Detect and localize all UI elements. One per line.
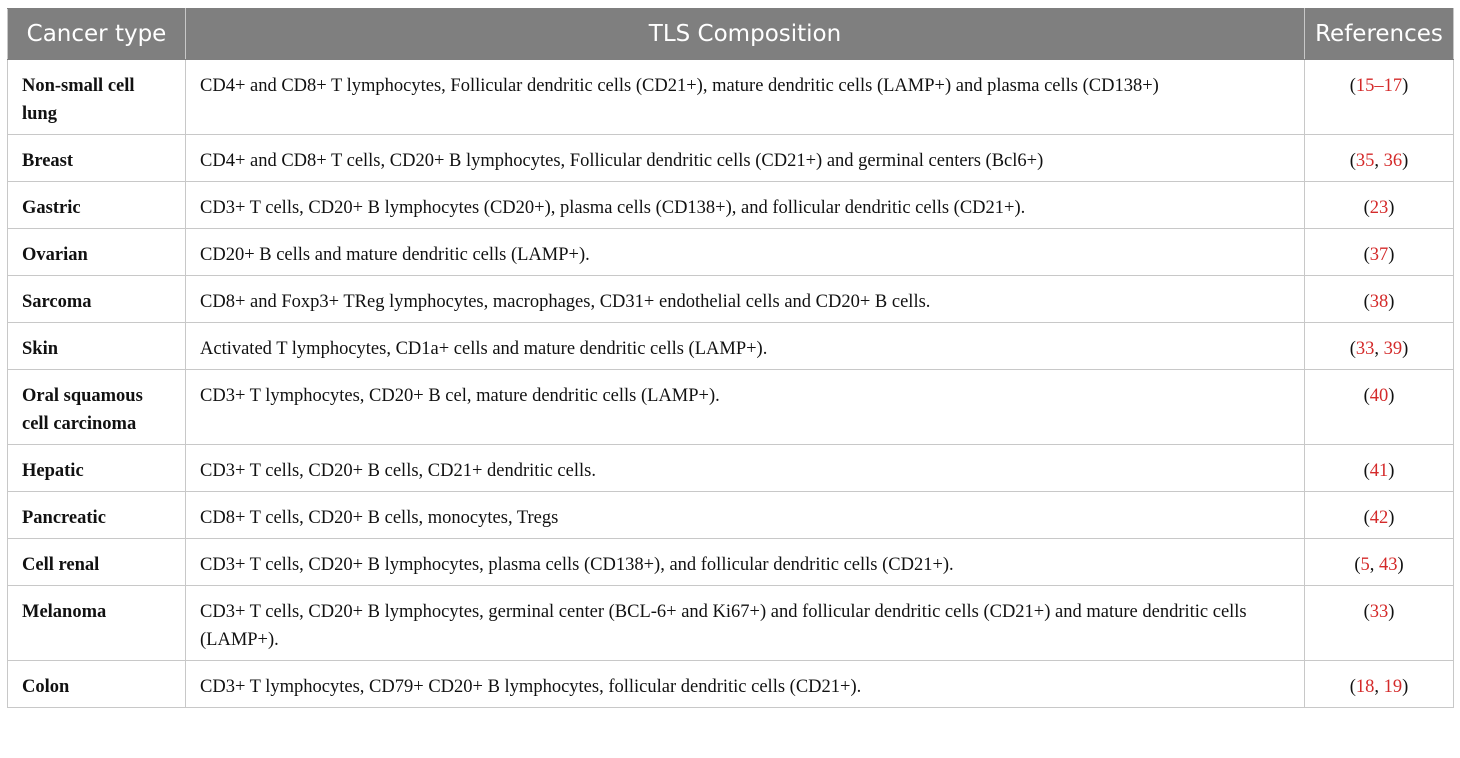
reference-link[interactable]: 40	[1369, 386, 1389, 406]
table-row	[8, 276, 1454, 323]
table-row	[8, 370, 1454, 445]
composition-cell: CD4+ and CD8+ T cells, CD20+ B lymphocytes, Follicular dendritic cells (CD21+) and germinal centers (Bcl6+)	[186, 135, 1305, 182]
cancer-type-cell: Sarcoma	[8, 276, 186, 323]
table-row	[8, 492, 1454, 539]
table-row	[8, 661, 1454, 708]
reference-link[interactable]: 36	[1383, 151, 1403, 171]
table-row	[8, 229, 1454, 276]
reference-link[interactable]: 42	[1369, 508, 1389, 528]
reference-link[interactable]: 19	[1383, 677, 1403, 697]
references-cell: (40)	[1305, 370, 1454, 445]
cancer-type-cell: Cell renal	[8, 539, 186, 586]
reference-link[interactable]: 41	[1369, 461, 1389, 481]
reference-link[interactable]: 38	[1369, 292, 1389, 312]
table-row	[8, 586, 1454, 661]
references-cell: (18, 19)	[1305, 661, 1454, 708]
reference-link[interactable]: 37	[1369, 245, 1389, 265]
references-cell: (33)	[1305, 586, 1454, 661]
reference-link[interactable]: 33	[1369, 602, 1389, 622]
composition-cell: CD3+ T cells, CD20+ B cells, CD21+ dendritic cells.	[186, 445, 1305, 492]
table-row	[8, 445, 1454, 492]
header-cancer-type: Cancer type	[8, 9, 186, 60]
cancer-type-cell: Skin	[8, 323, 186, 370]
composition-cell: CD3+ T lymphocytes, CD20+ B cel, mature dendritic cells (LAMP+).	[186, 370, 1305, 445]
references-cell: (23)	[1305, 182, 1454, 229]
composition-cell: CD3+ T lymphocytes, CD79+ CD20+ B lymphocytes, follicular dendritic cells (CD21+).	[186, 661, 1305, 708]
table-row	[8, 60, 1454, 135]
cancer-type-cell: Melanoma	[8, 586, 186, 661]
references-cell: (42)	[1305, 492, 1454, 539]
table-row	[8, 135, 1454, 182]
references-cell: (41)	[1305, 445, 1454, 492]
cancer-type-cell: Breast	[8, 135, 186, 182]
composition-cell: CD8+ and Foxp3+ TReg lymphocytes, macrophages, CD31+ endothelial cells and CD20+ B cells.	[186, 276, 1305, 323]
references-cell: (38)	[1305, 276, 1454, 323]
table-row	[8, 323, 1454, 370]
tls-composition-table-container	[7, 8, 1453, 708]
composition-cell: CD4+ and CD8+ T lymphocytes, Follicular dendritic cells (CD21+), mature dendritic cells (LAMP+) and plasma cells (CD138+)	[186, 60, 1305, 135]
composition-cell: CD3+ T cells, CD20+ B lymphocytes (CD20+), plasma cells (CD138+), and follicular dendritic cells (CD21+).	[186, 182, 1305, 229]
composition-cell: CD20+ B cells and mature dendritic cells (LAMP+).	[186, 229, 1305, 276]
header-references: References	[1305, 9, 1454, 60]
cancer-type-cell: Gastric	[8, 182, 186, 229]
table-row	[8, 182, 1454, 229]
reference-link[interactable]: 5	[1360, 555, 1370, 575]
references-cell: (37)	[1305, 229, 1454, 276]
table-row	[8, 539, 1454, 586]
cancer-type-cell: Oral squamous cell carcinoma	[8, 370, 186, 445]
composition-cell: CD3+ T cells, CD20+ B lymphocytes, germinal center (BCL-6+ and Ki67+) and follicular dendritic cells (CD21+) and mature dendritic cells (LAMP+).	[186, 586, 1305, 661]
references-cell: (15–17)	[1305, 60, 1454, 135]
composition-cell: CD3+ T cells, CD20+ B lymphocytes, plasma cells (CD138+), and follicular dendritic cells (CD21+).	[186, 539, 1305, 586]
cancer-type-cell: Hepatic	[8, 445, 186, 492]
composition-cell: Activated T lymphocytes, CD1a+ cells and mature dendritic cells (LAMP+).	[186, 323, 1305, 370]
reference-link[interactable]: 33	[1355, 339, 1375, 359]
reference-link[interactable]: 39	[1383, 339, 1403, 359]
references-cell: (35, 36)	[1305, 135, 1454, 182]
references-cell: (33, 39)	[1305, 323, 1454, 370]
reference-link[interactable]: 43	[1379, 555, 1398, 575]
cancer-type-cell: Non-small cell lung	[8, 60, 186, 135]
table-header-row	[8, 9, 1454, 60]
cancer-type-cell: Ovarian	[8, 229, 186, 276]
tls-composition-table	[7, 8, 1454, 708]
cancer-type-cell: Colon	[8, 661, 186, 708]
reference-link[interactable]: 15–17	[1355, 76, 1403, 96]
reference-link[interactable]: 18	[1355, 677, 1375, 697]
cancer-type-cell: Pancreatic	[8, 492, 186, 539]
reference-link[interactable]: 35	[1355, 151, 1375, 171]
reference-link[interactable]: 23	[1369, 198, 1389, 218]
references-cell: (5, 43)	[1305, 539, 1454, 586]
header-tls-composition: TLS Composition	[186, 9, 1305, 60]
composition-cell: CD8+ T cells, CD20+ B cells, monocytes, Tregs	[186, 492, 1305, 539]
